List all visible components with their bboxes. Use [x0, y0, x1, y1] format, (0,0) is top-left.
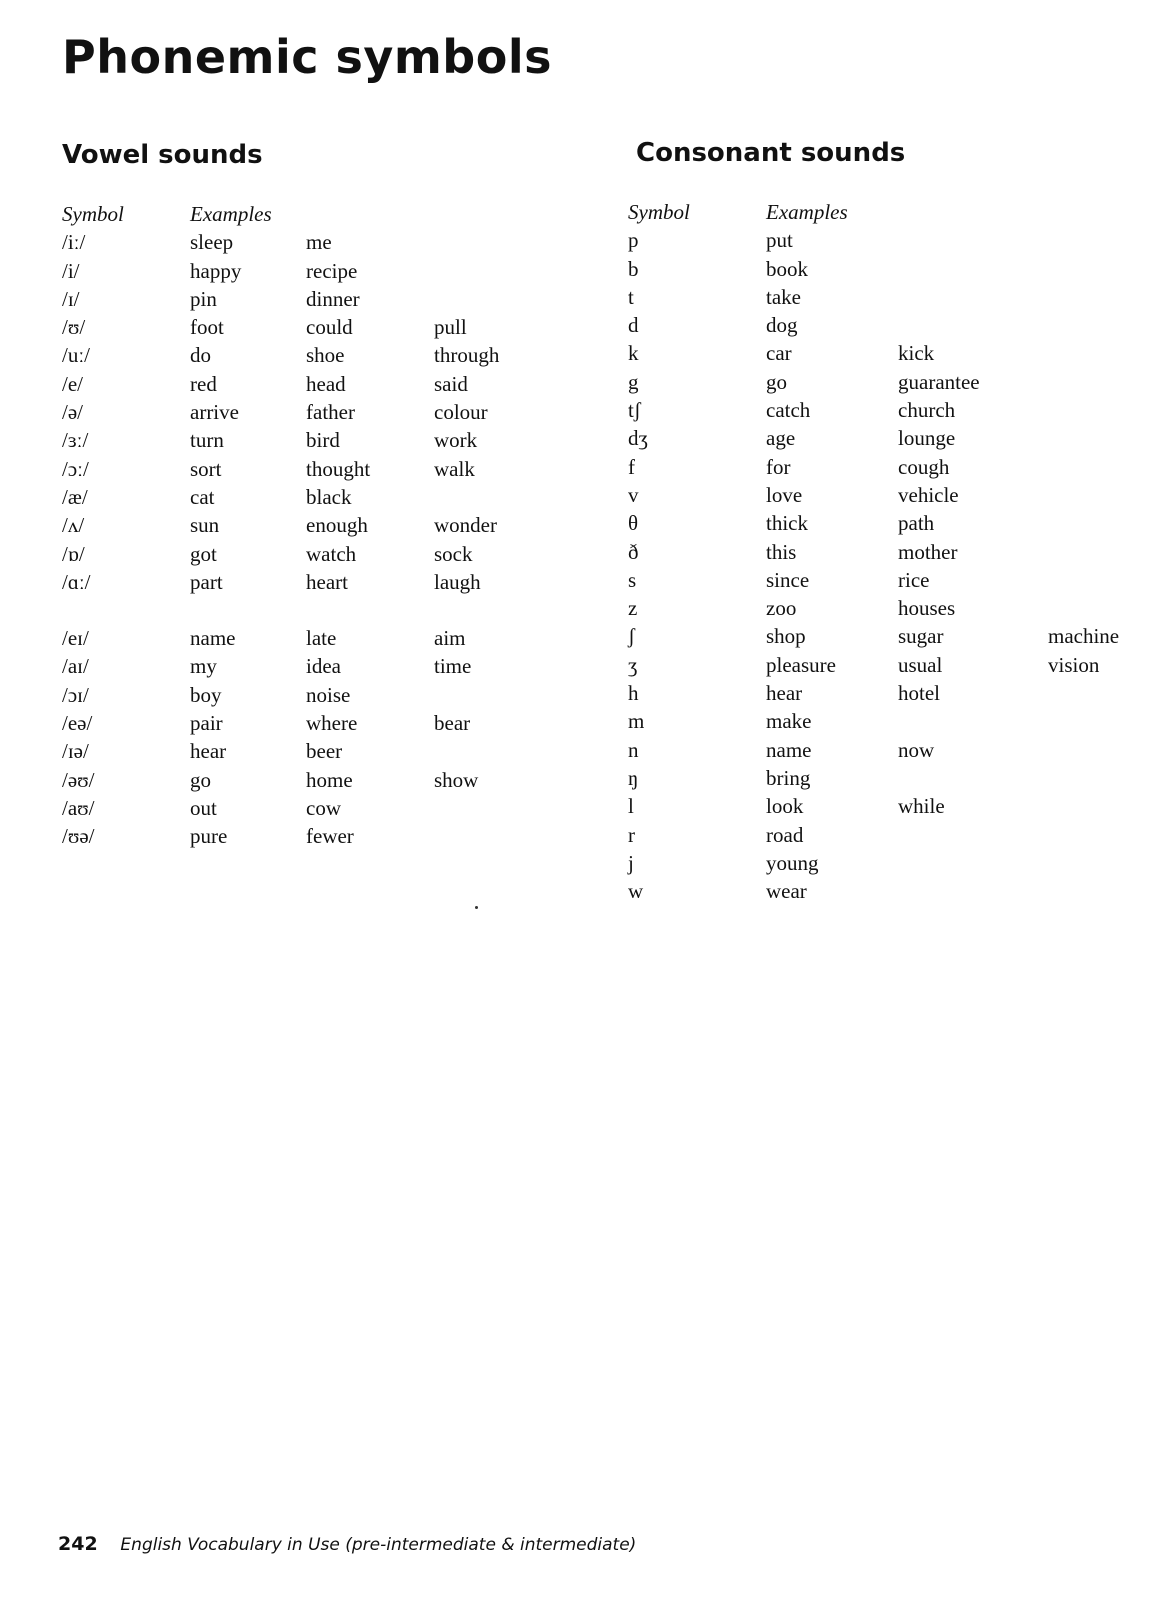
example-word: red [190, 371, 217, 396]
vowel-table-header [62, 200, 582, 228]
example-word: cat [190, 484, 215, 509]
symbol-column-header: Symbol [62, 202, 124, 226]
example-word: since [766, 567, 810, 592]
example-word: cow [306, 795, 341, 820]
consonant-row [628, 877, 1156, 905]
example-word: sugar [898, 624, 944, 649]
example-word: for [766, 454, 791, 479]
phonemic-symbol: /ʊə/ [62, 824, 95, 849]
example-word: machine [1048, 624, 1120, 649]
example-word: could [306, 315, 353, 340]
vowel-row [62, 398, 582, 426]
phonemic-symbol: /əʊ/ [62, 767, 95, 792]
example-word: make [766, 709, 812, 734]
phonemic-symbol: /æ/ [62, 484, 88, 509]
diphthong-row [62, 766, 582, 794]
phonemic-symbol: ʒ [628, 652, 638, 677]
consonant-row [628, 283, 1156, 311]
example-word: pleasure [766, 652, 836, 677]
diphthong-row [62, 681, 582, 709]
example-word: bird [306, 428, 340, 453]
vowel-row [62, 341, 582, 369]
book-title: English Vocabulary in Use (pre-intermediate & intermediate) [120, 1535, 637, 1555]
example-word: kick [898, 341, 935, 366]
example-word: work [434, 428, 478, 453]
example-word: usual [898, 652, 943, 677]
consonant-row [628, 311, 1156, 339]
phonemic-symbol: /ɔː/ [62, 456, 89, 481]
example-word: rice [898, 567, 930, 592]
phonemic-symbol: /aʊ/ [62, 795, 95, 820]
phonemic-symbol: f [628, 454, 635, 479]
example-word: dog [766, 313, 798, 338]
example-word: put [766, 228, 793, 253]
example-word: hear [766, 681, 803, 706]
example-word: got [190, 541, 217, 566]
consonant-row [628, 368, 1156, 396]
example-word: take [766, 284, 801, 309]
example-word: show [434, 767, 479, 792]
example-word: sleep [190, 230, 234, 255]
diphthong-row [62, 737, 582, 765]
example-word: do [190, 343, 211, 368]
phonemic-symbol: /ɪə/ [62, 739, 89, 764]
example-word: thought [306, 456, 371, 481]
phonemic-symbol: dʒ [628, 426, 648, 451]
phonemic-symbol: /ʊ/ [62, 315, 86, 340]
diphthong-row [62, 652, 582, 680]
phonemic-symbol: ŋ [628, 765, 639, 790]
example-word: church [898, 398, 956, 423]
phonemic-symbol: ð [628, 539, 639, 564]
consonant-table [628, 226, 1156, 905]
example-word: arrive [190, 400, 239, 425]
example-word: look [766, 794, 804, 819]
example-word: love [766, 482, 803, 507]
phonemic-symbol: /eɪ/ [62, 626, 89, 651]
example-word: lounge [898, 426, 956, 451]
example-word: path [898, 511, 935, 536]
phonemic-symbol: /aɪ/ [62, 654, 89, 679]
phonemic-symbol: ʃ [628, 624, 635, 649]
example-word: name [190, 626, 236, 651]
vowel-row [62, 370, 582, 398]
example-word: wonder [434, 513, 497, 538]
symbol-column-header: Symbol [628, 200, 690, 224]
diphthong-row [62, 794, 582, 822]
diphthong-table [62, 624, 582, 850]
phonemic-symbol: /ʌ/ [62, 513, 85, 538]
consonant-row [628, 707, 1156, 735]
consonant-row [628, 255, 1156, 283]
example-word: boy [190, 682, 222, 707]
consonant-row [628, 849, 1156, 877]
vowel-row [62, 228, 582, 256]
consonant-row [628, 538, 1156, 566]
phonemic-symbol: /uː/ [62, 343, 91, 368]
phonemic-symbol: b [628, 256, 639, 281]
example-word: cough [898, 454, 950, 479]
example-word: turn [190, 428, 224, 453]
example-word: book [766, 256, 808, 281]
vowel-table [62, 228, 582, 596]
phonemic-symbol: /ə/ [62, 400, 83, 425]
example-word: shoe [306, 343, 345, 368]
vowel-sounds-heading: Vowel sounds [62, 140, 263, 170]
consonant-row [628, 651, 1156, 679]
example-word: me [306, 230, 332, 255]
phonemic-symbol: k [628, 341, 639, 366]
stray-mark [475, 906, 478, 909]
example-word: sock [434, 541, 473, 566]
vowel-row [62, 313, 582, 341]
example-word: where [306, 711, 358, 736]
consonant-row [628, 339, 1156, 367]
example-word: black [306, 484, 352, 509]
example-word: enough [306, 513, 368, 538]
vowel-row [62, 426, 582, 454]
vowel-table-spacer [62, 596, 582, 624]
example-word: vehicle [898, 482, 959, 507]
phonemic-symbol: /ɪ/ [62, 286, 80, 311]
example-word: young [766, 850, 819, 875]
example-word: sun [190, 513, 220, 538]
consonant-row [628, 764, 1156, 792]
example-word: hotel [898, 681, 940, 706]
page-footer [58, 1533, 636, 1556]
example-word: go [190, 767, 211, 792]
example-word: hear [190, 739, 227, 764]
example-word: my [190, 654, 217, 679]
phonemic-symbol: p [628, 228, 639, 253]
consonant-sounds-section [628, 138, 1156, 905]
example-word: pair [190, 711, 223, 736]
examples-column-header: Examples [190, 202, 272, 226]
example-word: said [434, 371, 468, 396]
consonant-row [628, 792, 1156, 820]
consonant-row [628, 622, 1156, 650]
consonant-table-header [628, 198, 1156, 226]
consonant-row [628, 453, 1156, 481]
example-word: sort [190, 456, 222, 481]
example-word: shop [766, 624, 806, 649]
phonemic-symbol: w [628, 879, 644, 904]
example-word: walk [434, 456, 475, 481]
example-word: houses [898, 596, 956, 621]
example-word: pull [434, 315, 467, 340]
example-word: mother [898, 539, 958, 564]
vowel-row [62, 511, 582, 539]
example-word: noise [306, 682, 351, 707]
phonemic-symbol: θ [628, 511, 639, 536]
example-word: foot [190, 315, 224, 340]
example-word: out [190, 795, 217, 820]
example-word: idea [306, 654, 341, 679]
phonemic-symbol: t [628, 284, 634, 309]
phonemic-symbol: z [628, 596, 638, 621]
example-word: guarantee [898, 369, 980, 394]
example-word: watch [306, 541, 357, 566]
example-word: car [766, 341, 792, 366]
diphthong-row [62, 822, 582, 850]
consonant-row [628, 679, 1156, 707]
consonant-row [628, 226, 1156, 254]
vowel-row [62, 568, 582, 596]
consonant-row [628, 594, 1156, 622]
example-word: vision [1048, 652, 1100, 677]
diphthong-row [62, 709, 582, 737]
example-word: bring [766, 765, 811, 790]
phonemic-symbol: g [628, 369, 639, 394]
example-word: head [306, 371, 346, 396]
example-word: time [434, 654, 472, 679]
example-word: go [766, 369, 787, 394]
consonant-row [628, 481, 1156, 509]
example-word: name [766, 737, 812, 762]
phonemic-symbol: /ɒ/ [62, 541, 85, 566]
consonant-row [628, 424, 1156, 452]
example-word: colour [434, 400, 488, 425]
examples-column-header: Examples [766, 200, 848, 224]
example-word: home [306, 767, 353, 792]
phonemic-symbol: /eə/ [62, 711, 93, 736]
phonemic-symbol: /iː/ [62, 230, 86, 255]
phonemic-symbol: r [628, 822, 635, 847]
phonemic-symbol: n [628, 737, 639, 762]
phonemic-symbol: h [628, 681, 639, 706]
phonemic-symbol: /e/ [62, 371, 83, 396]
phonemic-symbol: d [628, 313, 639, 338]
example-word: late [306, 626, 337, 651]
phonemic-symbol: s [628, 567, 637, 592]
consonant-row [628, 736, 1156, 764]
example-word: thick [766, 511, 808, 536]
example-word: beer [306, 739, 343, 764]
example-word: recipe [306, 258, 358, 283]
consonant-row [628, 509, 1156, 537]
example-word: father [306, 400, 355, 425]
example-word: catch [766, 398, 811, 423]
example-word: now [898, 737, 935, 762]
phonemic-symbol: v [628, 482, 639, 507]
vowel-row [62, 455, 582, 483]
vowel-row [62, 285, 582, 313]
page-title: Phonemic symbols [62, 30, 552, 84]
page-number: 242 [58, 1533, 98, 1555]
example-word: while [898, 794, 945, 819]
example-word: age [766, 426, 796, 451]
example-word: zoo [766, 596, 797, 621]
example-word: heart [306, 569, 348, 594]
consonant-sounds-heading: Consonant sounds [636, 138, 906, 168]
example-word: road [766, 822, 804, 847]
example-word: fewer [306, 824, 354, 849]
example-word: dinner [306, 286, 360, 311]
consonant-row [628, 396, 1156, 424]
phonemic-symbol: tʃ [628, 398, 641, 423]
example-word: bear [434, 711, 471, 736]
vowel-row [62, 540, 582, 568]
vowel-sounds-section [62, 140, 582, 851]
phonemic-symbol: /i/ [62, 258, 80, 283]
example-word: wear [766, 879, 807, 904]
example-word: pure [190, 824, 228, 849]
example-word: part [190, 569, 223, 594]
example-word: through [434, 343, 500, 368]
example-word: laugh [434, 569, 481, 594]
vowel-row [62, 257, 582, 285]
phonemic-symbol: /ɔɪ/ [62, 682, 89, 707]
phonemic-symbol: /ɜː/ [62, 428, 89, 453]
diphthong-row [62, 624, 582, 652]
consonant-row [628, 566, 1156, 594]
phonemic-symbol: /ɑː/ [62, 569, 91, 594]
example-word: aim [434, 626, 466, 651]
phonemic-symbol: j [628, 850, 634, 875]
example-word: this [766, 539, 797, 564]
vowel-row [62, 483, 582, 511]
example-word: happy [190, 258, 242, 283]
consonant-row [628, 821, 1156, 849]
phonemic-symbol: l [628, 794, 634, 819]
example-word: pin [190, 286, 217, 311]
phonemic-symbol: m [628, 709, 645, 734]
